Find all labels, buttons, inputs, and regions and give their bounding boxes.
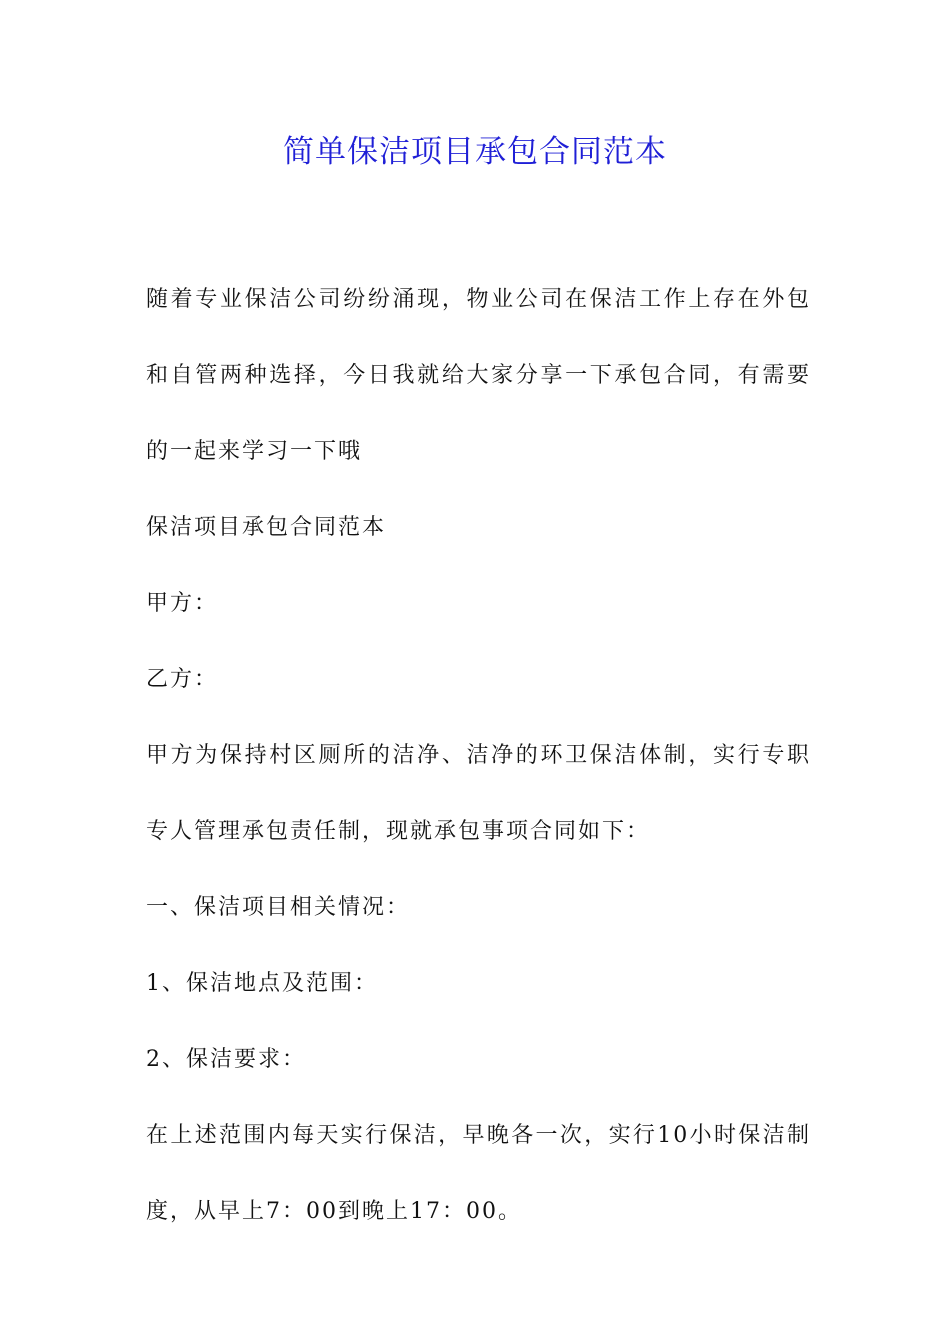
party-b-line: 乙方： (146, 667, 219, 692)
schedule-paragraph: 在上述范围内每天实行保洁，早晚各一次，实行10小时保洁制度，从早上7：00到晚上17：00。 (146, 1123, 811, 1224)
section-heading: 一、保洁项目相关情况： (146, 895, 411, 920)
party-a-line: 甲方： (146, 591, 219, 616)
contract-heading: 保洁项目承包合同范本 (146, 515, 387, 540)
document-title: 简单保洁项目承包合同范本 (283, 134, 667, 170)
intro-paragraph: 随着专业保洁公司纷纷涌现，物业公司在保洁工作上存在外包和自管两种选择，今日我就给大家分享一下承包合同，有需要的一起来学习一下哦 (146, 287, 811, 464)
clause-location: 1、保洁地点及范围： (146, 971, 378, 996)
purpose-paragraph: 甲方为保持村区厕所的洁净、洁净的环卫保洁体制，实行专职专人管理承包责任制，现就承包事项合同如下： (146, 743, 811, 844)
document-body (146, 262, 811, 1250)
clause-requirements: 2、保洁要求： (146, 1047, 306, 1072)
